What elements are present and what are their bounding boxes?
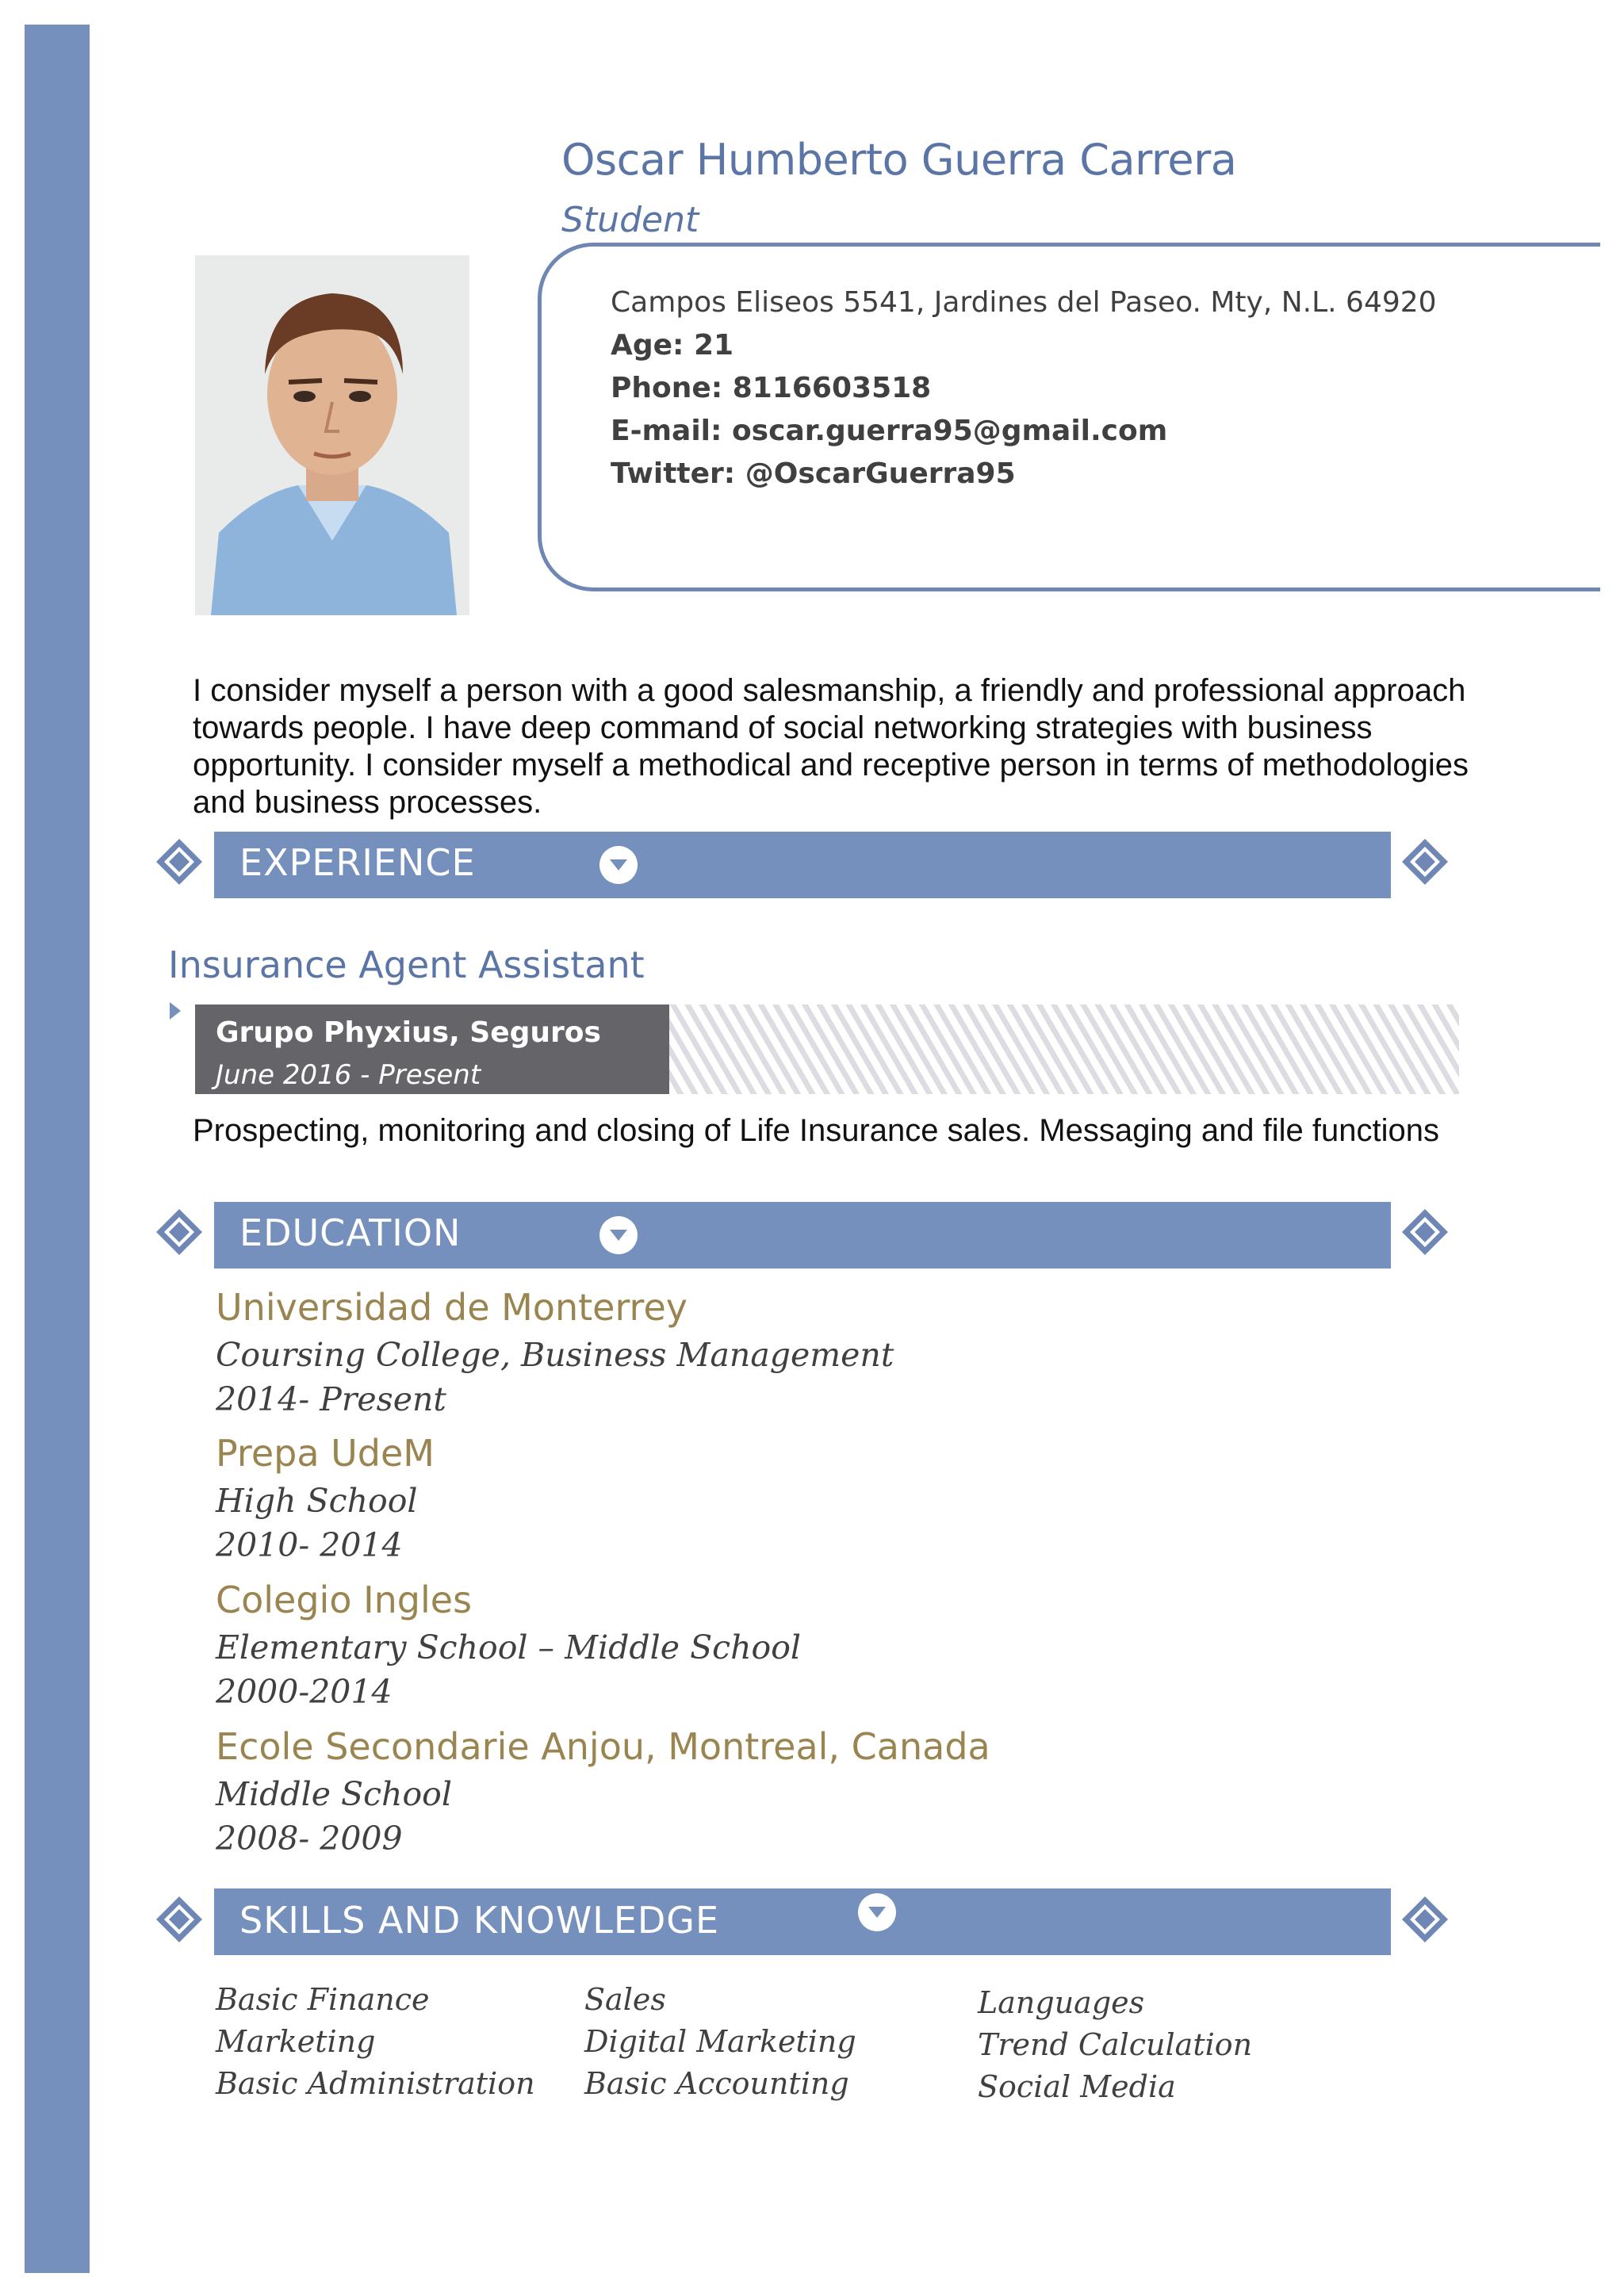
education-heading: EDUCATION (239, 1211, 462, 1254)
chevron-down-icon[interactable] (599, 846, 638, 884)
education-school: Universidad de Monterrey (216, 1286, 688, 1329)
candidate-name: Oscar Humberto Guerra Carrera (561, 135, 1237, 185)
company-name: Grupo Phyxius, Seguros (216, 1016, 601, 1049)
candidate-subtitle: Student (561, 200, 699, 240)
skill-item: Basic Administration (216, 2066, 535, 2101)
contact-twitter[interactable]: Twitter: @OscarGuerra95 (611, 457, 1016, 490)
education-detail: Coursing College, Business Management (216, 1336, 894, 1374)
skills-column-1 (216, 1979, 535, 2105)
diamond-ornament-icon (1400, 837, 1450, 886)
education-school: Colegio Ingles (216, 1578, 473, 1621)
chevron-down-icon[interactable] (858, 1893, 896, 1931)
education-detail: High School (216, 1482, 418, 1520)
caret-right-icon (170, 1002, 181, 1020)
skills-column-3 (978, 1982, 1252, 2108)
skills-heading: SKILLS AND KNOWLEDGE (239, 1899, 720, 1942)
skill-item: Trend Calculation (978, 2027, 1253, 2062)
contact-address: Campos Eliseos 5541, Jardines del Paseo. Mty, N.L. 64920 (611, 286, 1437, 319)
education-years: 2014- Present (216, 1380, 446, 1418)
education-years: 2000-2014 (216, 1673, 393, 1711)
contact-phone: Phone: 8116603518 (611, 372, 932, 404)
education-school: Prepa UdeM (216, 1432, 435, 1475)
education-years: 2010- 2014 (216, 1526, 403, 1564)
diamond-ornament-icon (1400, 1895, 1450, 1944)
sidebar-stripe (25, 25, 90, 2273)
skill-item: Basic Finance (216, 1982, 430, 2017)
skill-item: Digital Marketing (584, 2024, 856, 2059)
diamond-ornament-icon (155, 837, 204, 886)
diamond-ornament-icon (155, 1207, 204, 1257)
job-dates: June 2016 - Present (216, 1059, 481, 1091)
education-years: 2008- 2009 (216, 1820, 403, 1858)
experience-heading: EXPERIENCE (239, 841, 476, 884)
contact-age: Age: 21 (611, 329, 734, 362)
education-school: Ecole Secondarie Anjou, Montreal, Canada (216, 1725, 990, 1768)
skill-item: Marketing (216, 2024, 376, 2059)
skills-column-2 (584, 1979, 856, 2105)
summary-paragraph: I consider myself a person with a good salesmanship, a friendly and professional approach towards people. I have deep command of social networking strategies with business opportunity. I consider myself a methodical and receptive person in terms of methodologies and business processes. (193, 673, 1469, 820)
profile-photo (195, 255, 469, 615)
chevron-down-icon[interactable] (599, 1216, 638, 1254)
job-title: Insurance Agent Assistant (168, 943, 645, 986)
diamond-ornament-icon (155, 1895, 204, 1944)
skill-item: Social Media (978, 2069, 1176, 2104)
skill-item: Sales (584, 1982, 666, 2017)
diamond-ornament-icon (1400, 1207, 1450, 1257)
striped-decoration (669, 1004, 1459, 1094)
skill-item: Basic Accounting (584, 2066, 849, 2101)
skill-item: Languages (978, 1985, 1145, 2020)
contact-block (611, 281, 1437, 496)
education-detail: Middle School (216, 1775, 452, 1813)
education-detail: Elementary School – Middle School (216, 1628, 801, 1667)
contact-email[interactable]: E-mail: oscar.guerra95@gmail.com (611, 415, 1168, 447)
job-description: Prospecting, monitoring and closing of Life Insurance sales. Messaging and file functions (193, 1113, 1440, 1148)
